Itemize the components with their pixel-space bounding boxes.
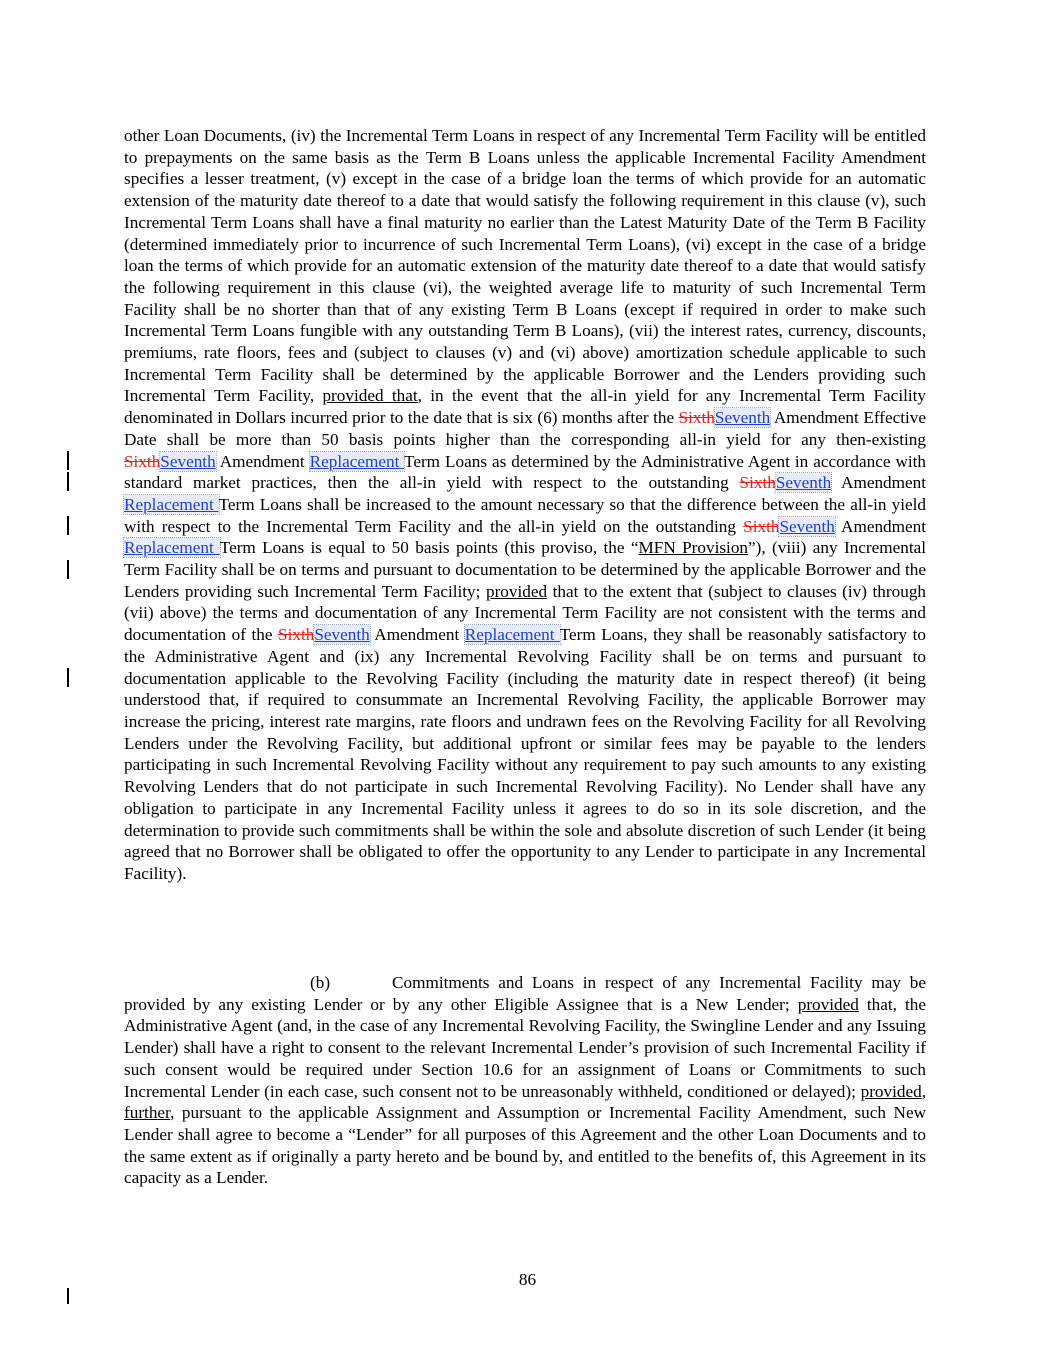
clause-label: (b) — [310, 973, 331, 992]
text-run: ”), (viii) any Incremental Term Facility shall be on terms and pursuant to documentation to be determined by the applicable Borrower and the Lenders providing such Incremental Term Facility; — [124, 538, 927, 601]
inserted-text: Replacement — [309, 451, 405, 471]
inserted-text: Seventh — [314, 625, 370, 645]
change-bar — [67, 516, 69, 535]
text-run: Amendment — [831, 473, 927, 493]
underlined-term: provided — [860, 1081, 922, 1101]
inserted-text: Seventh — [160, 451, 216, 471]
text-run: Amendment — [834, 516, 926, 536]
text-run: , — [921, 1081, 926, 1101]
deleted-text: Sixth — [278, 625, 315, 645]
text-run: that, the Administrative Agent (and, in the case of any Incremental Revolving Facility, the Swingline Lender and any Issuing Lender) shall have a right to consent to the relevant Incremental Lender’s provision of such Incremental Facility if such consent would be required under Section 10.6 for an assignment of Loans or Commitments to such Incremental Lender (in each case, such consent not to be unreasonably withheld, conditioned or delayed); — [124, 994, 926, 1101]
change-bar — [67, 451, 69, 470]
paragraph-a — [124, 125, 926, 885]
text-run: other Loan Documents, (iv) the Incremental Term Loans in respect of any Incremental Term Facility will be entitled to prepayments on the same basis as the Term B Loans unless the applicable Incremental Facility Amendment specifies a lesser treatment, (v) except in the case of a bridge loan the terms of which provide for an automatic extension of the maturity date thereof to a date that would satisfy the following requirement in this clause (v), such Incremental Term Loans shall have a final maturity no earlier than the Latest Maturity Date of the Term B Facility (determined immediately prior to incurrence of such Incremental Term Loans), (vi) except in the case of a bridge loan the terms of which provide for an automatic extension of the maturity date thereof to a date that would satisfy the following requirement in this clause (vi), the weighted average life to maturity of such Incremental Term Facility shall be no shorter than that of any existing Term B Loans (except if required in order to make such Incremental Term Loans fungible with any outstanding Term B Loans), (vii) the interest rates, currency, discounts, premiums, rate floors, fees and (subject to clauses (v) and (vi) above) amortization schedule applicable to such Incremental Term Facility shall be determined by the applicable Borrower and the Lenders providing such Incremental Term Facility, — [124, 126, 926, 406]
underlined-term: provided that — [322, 386, 418, 406]
inserted-text: Replacement — [124, 494, 219, 514]
text-run: , in the event that the all-in yield for any Incremental Term Facility denominated in Dollars incurred prior to the date that is six (6) months after the — [124, 386, 927, 428]
text-run: Term Loans as determined by the Administrative Agent in accordance with standard market practices, then the all-in yield with respect to the outstanding — [124, 451, 927, 493]
text-run: Term Loans shall be increased to the amount necessary so that the difference between the all-in yield with respect to the Incremental Term Facility and the all-in yield on the outstanding — [124, 494, 927, 536]
inserted-text: Replacement — [124, 538, 220, 558]
inserted-text: Seventh — [714, 408, 771, 428]
text-run: that to the extent that (subject to clauses (iv) through (vii) above) the terms and documentation of any Incremental Term Facility are not consistent with the terms and documentation of the — [124, 581, 927, 645]
underlined-term: provided — [797, 994, 859, 1014]
underlined-term: further — [124, 1103, 171, 1123]
inserted-text: Replacement — [464, 625, 560, 645]
deleted-text: Sixth — [743, 516, 780, 536]
change-bar — [67, 472, 69, 491]
text-run: Commitments and Loans in respect of any Incremental Facility may be provided by any existing Lender or by any other Eligible Assignee that is a New Lender; — [124, 973, 926, 1014]
underlined-term: provided — [485, 581, 548, 601]
inserted-text: Seventh — [779, 516, 835, 536]
paragraph-b — [124, 972, 926, 1189]
text-run: Amendment — [369, 625, 465, 645]
change-bar — [67, 560, 69, 579]
text-run: Amendment — [215, 451, 310, 471]
text-run: Term Loans, they shall be reasonably satisfactory to the Administrative Agent and (ix) any Incremental Revolving Facility shall be on terms and pursuant to documentation applicable to the Revolving Facility (including the maturity date in respect thereof) (it being understood that, if required to consummate an Incremental Revolving Facility, the applicable Borrower may increase the pricing, interest rate margins, rate floors and undrawn fees on the Revolving Facility for all Revolving Lenders under the Revolving Facility, but additional upfront or similar fees may be payable to the lenders participating in such Incremental Revolving Facility without any requirement to pay such amounts to any existing Revolving Lenders that do not participate in such Incremental Revolving Facility). No Lender shall have any obligation to participate in any Incremental Facility unless it agrees to do so in its sole discretion, and the determination to provide such commitments shall be within the sole and absolute discretion of such Lender (it being agreed that no Borrower shall be obligated to offer the opportunity to any Lender to participate in any Incremental Facility). — [124, 625, 926, 883]
deleted-text: Sixth — [678, 408, 715, 428]
change-bar — [67, 1288, 69, 1304]
deleted-text: Sixth — [124, 451, 161, 471]
text-run: Amendment Effective Date shall be more than 50 basis points higher than the corresponding all-in yield for any then-existing — [124, 408, 926, 449]
change-bar — [67, 668, 69, 687]
defined-term-mfn-provision: MFN Provision — [638, 538, 749, 558]
text-run: Term Loans is equal to 50 basis points (this proviso, the “ — [219, 538, 639, 558]
inserted-text: Seventh — [775, 473, 832, 493]
page-number: 86 — [518, 1270, 537, 1289]
deleted-text: Sixth — [739, 473, 776, 493]
text-run: , pursuant to the applicable Assignment and Assumption or Incremental Facility Amendment, such New Lender shall agree to become a “Lender” for all purposes of this Agreement and the other Loan Documents and to the same extent as if originally a party hereto and be bound by, and entitled to the benefits of, this Agreement in its capacity as a Lender. — [124, 1103, 926, 1188]
